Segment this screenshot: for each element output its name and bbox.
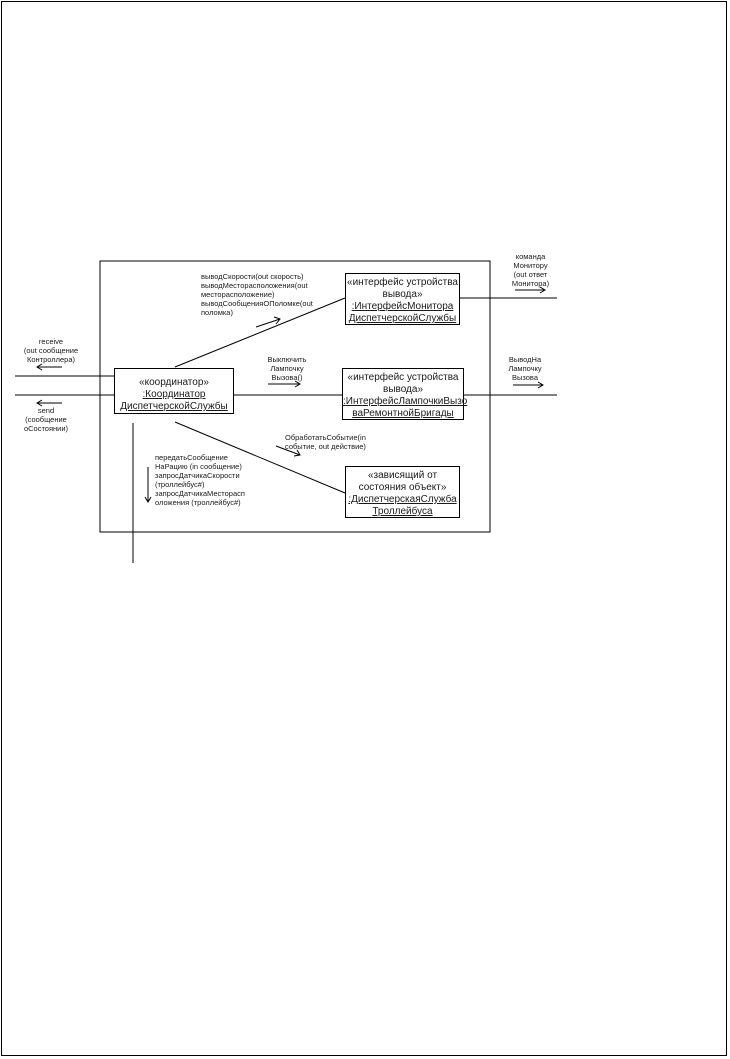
message-receive: receive (out сообщение Контроллера): [23, 337, 79, 364]
coordinator-stereotype: «координатор»: [139, 377, 209, 388]
message-monitor-out: команда Монитору (out ответ Монитора): [511, 252, 550, 288]
message-to-monitor: выводСкорости(out скорость) выводМесторасположения(out месторасположение) выводСообщенияОПоломке(out поломка): [201, 272, 313, 317]
arrow-receive: [37, 364, 62, 370]
message-to-lamp: Выключить Лампочку Вызова(): [267, 355, 307, 382]
coordinator-object: [114, 368, 234, 414]
arrow-lamp-out: [513, 382, 543, 388]
message-to-state: ОбработатьСобытие(in событие, out действие): [285, 433, 366, 451]
state-object: [345, 466, 460, 518]
message-lamp-out: ВыводНа Лампочку Вызова: [508, 355, 542, 382]
message-send: send (сообщение оСостоянии): [23, 406, 69, 433]
lamp-interface-object: [342, 368, 468, 420]
state-object-name: :ДиспетчерскаяСлужба Троллейбуса: [348, 494, 457, 517]
lamp-interface-name: :ИнтерфейсЛампочкиВызо ваРемонтнойБригады: [343, 396, 468, 419]
arrow-down-message: [145, 467, 151, 502]
monitor-interface-stereotype: «интерфейс устройства вывода»: [347, 277, 458, 300]
state-object-stereotype: «зависящий от состояния объект»: [358, 470, 447, 493]
coordinator-name: :Координатор ДиспетчерскойСлужбы: [120, 389, 228, 412]
monitor-interface-name: :ИнтерфейсМонитора ДиспетчерскойСлужбы: [348, 301, 457, 324]
monitor-interface-object: [345, 273, 460, 325]
message-from-below: передатьСообщение НаРацию (in сообщение) запросДатчикаСкорости (троллейбус#) запросДатчикаМесторасп оложения (троллейбус#): [155, 453, 245, 507]
lamp-interface-stereotype: «интерфейс устройства вывода»: [347, 372, 459, 395]
